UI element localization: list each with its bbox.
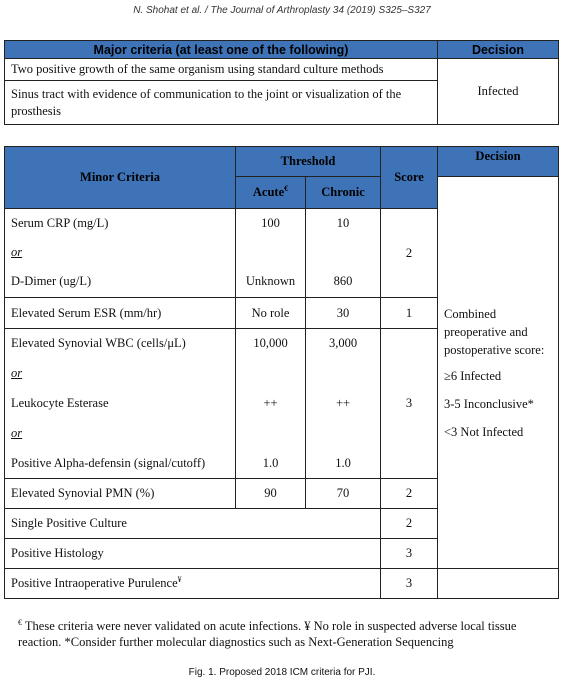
purulence-label: Positive Intraoperative Purulence¥ <box>5 569 381 599</box>
le-label: Leukocyte Esterase <box>5 389 236 419</box>
ddimer-chronic: 860 <box>306 267 381 298</box>
pmn-chronic: 70 <box>306 479 381 509</box>
wbc-chronic: 3,000 <box>306 329 381 359</box>
crp-chronic: 10 <box>306 209 381 239</box>
purulence-score: 3 <box>381 569 438 599</box>
esr-acute: No role <box>236 298 306 329</box>
esr-chronic: 30 <box>306 298 381 329</box>
major-criterion-culture: Two positive growth of the same organism using standard culture methods <box>5 59 438 81</box>
pmn-label: Elevated Synovial PMN (%) <box>5 479 236 509</box>
major-criteria-header: Major criteria (at least one of the following) <box>5 41 438 59</box>
acute-footnote-mark: € <box>284 184 289 194</box>
decision-intro: Combined preoperative and postoperative score: <box>444 306 545 357</box>
alpha-defensin-chronic: 1.0 <box>306 449 381 479</box>
minor-criteria-table <box>4 146 559 599</box>
running-head: N. Shohat et al. / The Journal of Arthroplasty 34 (2019) S325–S327 <box>133 5 431 16</box>
major-criteria-table <box>4 40 559 125</box>
minor-decision-column <box>438 209 559 569</box>
table-footnote: € These criteria were never validated on acute infections. ¥ No role in suspected adverse local tissue reaction. *Consider further molecular diagnostics such as Next-Generation Sequencing <box>18 618 517 650</box>
wbc-acute: 10,000 <box>236 329 306 359</box>
decision-not-infected: <3 Not Infected <box>444 424 524 439</box>
footnote-mark: € <box>18 618 22 627</box>
decision-infected: ≥6 Infected <box>444 368 502 383</box>
major-decision-header: Decision <box>438 41 559 59</box>
decision-inconclusive: 3-5 Inconclusive* <box>444 396 534 411</box>
crp-label: Serum CRP (mg/L) <box>5 209 236 239</box>
figure-caption: Fig. 1. Proposed 2018 ICM criteria for PJI. <box>188 667 376 678</box>
major-criterion-sinus-tract: Sinus tract with evidence of communication to the joint or visualization of the prosthesis <box>5 81 438 125</box>
threshold-header: Threshold <box>236 147 381 177</box>
ddimer-acute: Unknown <box>236 267 306 298</box>
crp-ddimer-score: 2 <box>381 209 438 298</box>
pmn-acute: 90 <box>236 479 306 509</box>
histology-score: 3 <box>381 539 438 569</box>
wbc-label: Elevated Synovial WBC (cells/μL) <box>5 329 236 359</box>
esr-score: 1 <box>381 298 438 329</box>
alpha-defensin-label: Positive Alpha-defensin (signal/cutoff) <box>5 449 236 479</box>
pmn-score: 2 <box>381 479 438 509</box>
ddimer-label: D-Dimer (ug/L) <box>5 267 236 298</box>
or-connector: or <box>5 419 236 449</box>
minor-criteria-header: Minor Criteria <box>5 147 236 209</box>
culture-label: Single Positive Culture <box>5 509 381 539</box>
synovial-score: 3 <box>381 329 438 479</box>
score-header: Score <box>381 147 438 209</box>
chronic-header: Chronic <box>306 177 381 209</box>
crp-acute: 100 <box>236 209 306 239</box>
minor-decision-header: Decision <box>438 147 559 177</box>
esr-label: Elevated Serum ESR (mm/hr) <box>5 298 236 329</box>
le-chronic: ++ <box>306 389 381 419</box>
culture-score: 2 <box>381 509 438 539</box>
histology-label: Positive Histology <box>5 539 381 569</box>
purulence-footnote-mark: ¥ <box>177 575 182 585</box>
le-acute: ++ <box>236 389 306 419</box>
acute-header: Acute€ <box>236 177 306 209</box>
or-connector: or <box>5 359 236 389</box>
major-decision-value: Infected <box>438 59 559 125</box>
or-connector: or <box>5 239 236 267</box>
alpha-defensin-acute: 1.0 <box>236 449 306 479</box>
